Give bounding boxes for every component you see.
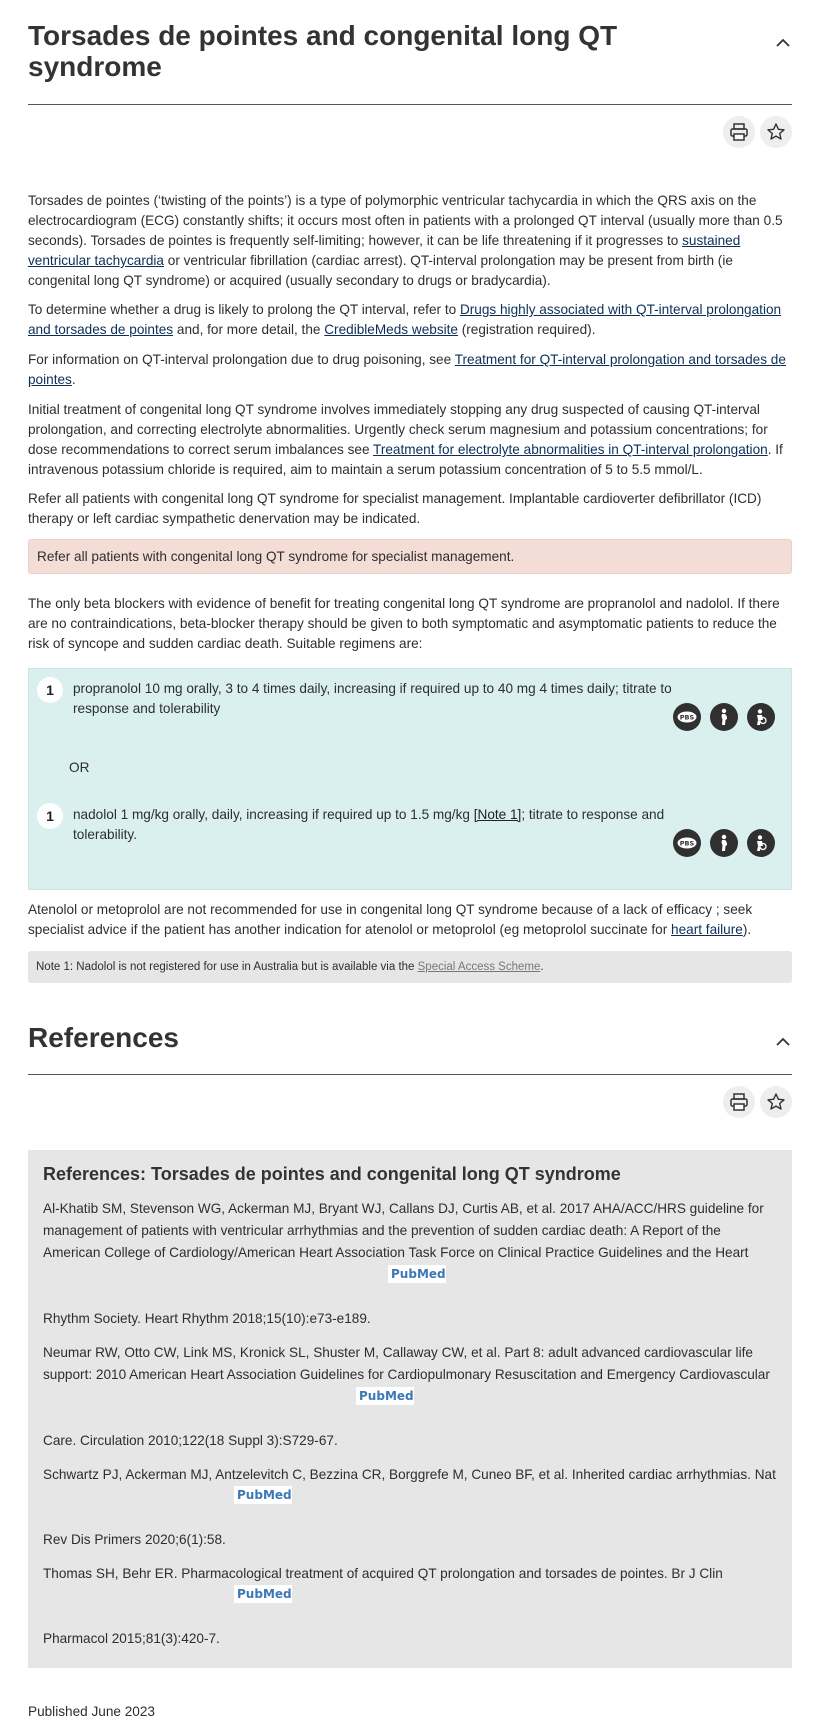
regimen-number: 1 — [37, 677, 63, 703]
references-box — [28, 1150, 792, 1668]
breastfeeding-icon — [747, 703, 775, 731]
pubmed-link[interactable]: PubMed — [234, 1486, 292, 1504]
chevron-up-icon — [776, 38, 790, 47]
pbs-icon — [673, 829, 701, 857]
star-icon — [766, 122, 786, 142]
reference-item: Al-Khatib SM, Stevenson WG, Ackerman MJ, Bryant WJ, Callans DJ, Curtis AB, et al. 2017 AHA/ACC/HRS guideline for management of patients with ventricular arrhythmias and the prevention of sudden cardiac death: A Report of the American College of Cardiology/American Heart Association Task Force on Clinical Practice Guidelines and the Heart — [43, 1201, 764, 1260]
drug-reference-paragraph: To determine whether a drug is likely to prolong the QT interval, refer to Drugs highly associated with QT-interval prolongation and torsades de pointes and, for more detail, the CredibleMeds website (registration required). — [28, 302, 782, 337]
reference-item: Neumar RW, Otto CW, Link MS, Kronick SL, Shuster M, Callaway CW, et al. Part 8: adult advanced cardiovascular life support: 2010 American Heart Association Guidelines for Cardiopulmonary Resuscitation and Emergency Cardiovascular — [43, 1345, 770, 1382]
note-1-link[interactable]: [Note 1] — [473, 807, 522, 822]
referral-paragraph: Refer all patients with congenital long QT syndrome for specialist management. Implantable cardioverter defibrillator (ICD) therapy or left cardiac sympathetic denervation may be indicated. — [28, 491, 762, 526]
or-separator: OR — [69, 760, 90, 775]
svg-text:PBS: PBS — [679, 839, 695, 848]
reference-item-citation: Care. Circulation 2010;122(18 Suppl 3):S729-67. — [43, 1433, 338, 1448]
pubmed-link[interactable]: PubMed — [234, 1585, 292, 1603]
regimen-box — [28, 668, 792, 890]
initial-treatment-paragraph: Initial treatment of congenital long QT syndrome involves immediately stopping any drug suspected of causing QT-interval prolongation, and correcting electrolyte abnormalities. Urgently check serum magnesium and potassium concentrations; for dose recommendations to correct serum imbalances see Treatment for electrolyte abnormalities in QT-interval prolongation. If intravenous potassium chloride is required, aim to maintain a serum potassium concentration of 5 to 5.5 mmol/L. — [28, 402, 783, 477]
printer-icon — [729, 122, 749, 142]
regimen-number: 1 — [37, 803, 63, 829]
title-divider — [28, 104, 792, 105]
references-print-button[interactable] — [723, 1086, 755, 1118]
chevron-up-icon — [776, 1037, 790, 1046]
printer-icon — [729, 1092, 749, 1112]
specialist-alert: Refer all patients with congenital long QT syndrome for specialist management. — [28, 539, 792, 574]
reference-item: Schwartz PJ, Ackerman MJ, Antzelevitch C, Bezzina CR, Borggrefe M, Cuneo BF, et al. Inherited cardiac arrhythmias. Nat — [43, 1467, 776, 1482]
references-heading: References — [28, 1022, 179, 1053]
footnote-box: Note 1: Nadolol is not registered for use in Australia but is available via the Special Access Scheme. — [28, 951, 792, 983]
references-collapse-button[interactable] — [772, 1030, 794, 1052]
link-sustained-vt[interactable]: sustained ventricular tachycardia — [28, 233, 741, 268]
svg-text:PBS: PBS — [679, 713, 695, 722]
references-favourite-button[interactable] — [760, 1086, 792, 1118]
link-drugs-qt-prolongation[interactable]: Drugs highly associated with QT-interval prolongation and torsades de pointes — [28, 302, 782, 337]
reference-item-citation: Rhythm Society. Heart Rhythm 2018;15(10):e73-e189. — [43, 1311, 371, 1326]
breastfeeding-icon — [747, 829, 775, 857]
print-button[interactable] — [723, 116, 755, 148]
pregnancy-icon — [710, 829, 738, 857]
link-heart-failure[interactable]: heart failure — [671, 922, 743, 937]
page-title: Torsades de pointes and congenital long QT syndrome — [28, 20, 618, 82]
pregnancy-icon — [710, 703, 738, 731]
pubmed-link[interactable]: PubMed — [356, 1387, 414, 1405]
drug-poisoning-paragraph: For information on QT-interval prolongation due to drug poisoning, see Treatment for QT-interval prolongation and torsades de pointes. — [28, 352, 786, 387]
regimen-propranolol: propranolol 10 mg orally, 3 to 4 times daily, increasing if required up to 40 mg 4 times daily; titrate to response and tolerability — [73, 681, 672, 716]
references-box-title: References: Torsades de pointes and congenital long QT syndrome — [43, 1164, 621, 1184]
collapse-chevron-button[interactable] — [772, 31, 794, 53]
reference-item-citation: Pharmacol 2015;81(3):420-7. — [43, 1631, 220, 1646]
link-crediblemeds[interactable]: CredibleMeds website — [324, 322, 458, 337]
pbs-icon — [673, 703, 701, 731]
star-icon — [766, 1092, 786, 1112]
reference-item-citation: Rev Dis Primers 2020;6(1):58. — [43, 1532, 226, 1547]
published-date: Published June 2023 — [28, 1704, 155, 1719]
link-special-access-scheme[interactable]: Special Access Scheme — [417, 961, 541, 973]
link-electrolyte-treatment[interactable]: Treatment for electrolyte abnormalities in QT-interval prolongation — [373, 442, 768, 457]
link-qt-treatment[interactable]: Treatment for QT-interval prolongation and torsades de pointes — [28, 352, 786, 387]
regimen-nadolol: nadolol 1 mg/kg orally, daily, increasing if required up to 1.5 mg/kg [Note 1]; titrate to response and tolerability. — [73, 807, 665, 842]
pubmed-link[interactable]: PubMed — [388, 1265, 446, 1283]
reference-item: Thomas SH, Behr ER. Pharmacological treatment of acquired QT prolongation and torsades de pointes. Br J Clin — [43, 1566, 723, 1581]
references-divider — [28, 1074, 792, 1075]
atenolol-paragraph: Atenolol or metoprolol are not recommended for use in congenital long QT syndrome because of a lack of efficacy ; seek specialist advice if the patient has another indication for atenolol or metoprolol (eg metoprolol succinate for heart failure). — [28, 902, 753, 937]
favourite-button[interactable] — [760, 116, 792, 148]
beta-blocker-paragraph: The only beta blockers with evidence of benefit for treating congenital long QT syndrome are propranolol and nadolol. If there are no contraindications, beta-blocker therapy should be given to both symptomatic and asymptomatic patients to reduce the risk of syncope and sudden cardiac death. Suitable regimens are: — [28, 596, 780, 651]
intro-paragraph: Torsades de pointes (‘twisting of the points’) is a type of polymorphic ventricular tachycardia in which the QRS axis on the electrocardiogram (ECG) constantly shifts; it occurs most often in patients with a prolonged QT interval (usually more than 0.5 seconds). Torsades de pointes is frequently self-limiting; however, it can be life threatening if it progresses to sustained ventricular tachycardia or ventricular fibrillation (cardiac arrest). QT-interval prolongation may be present from birth (ie congenital long QT syndrome) or acquired (usually secondary to drugs or bradycardia). — [28, 193, 783, 288]
